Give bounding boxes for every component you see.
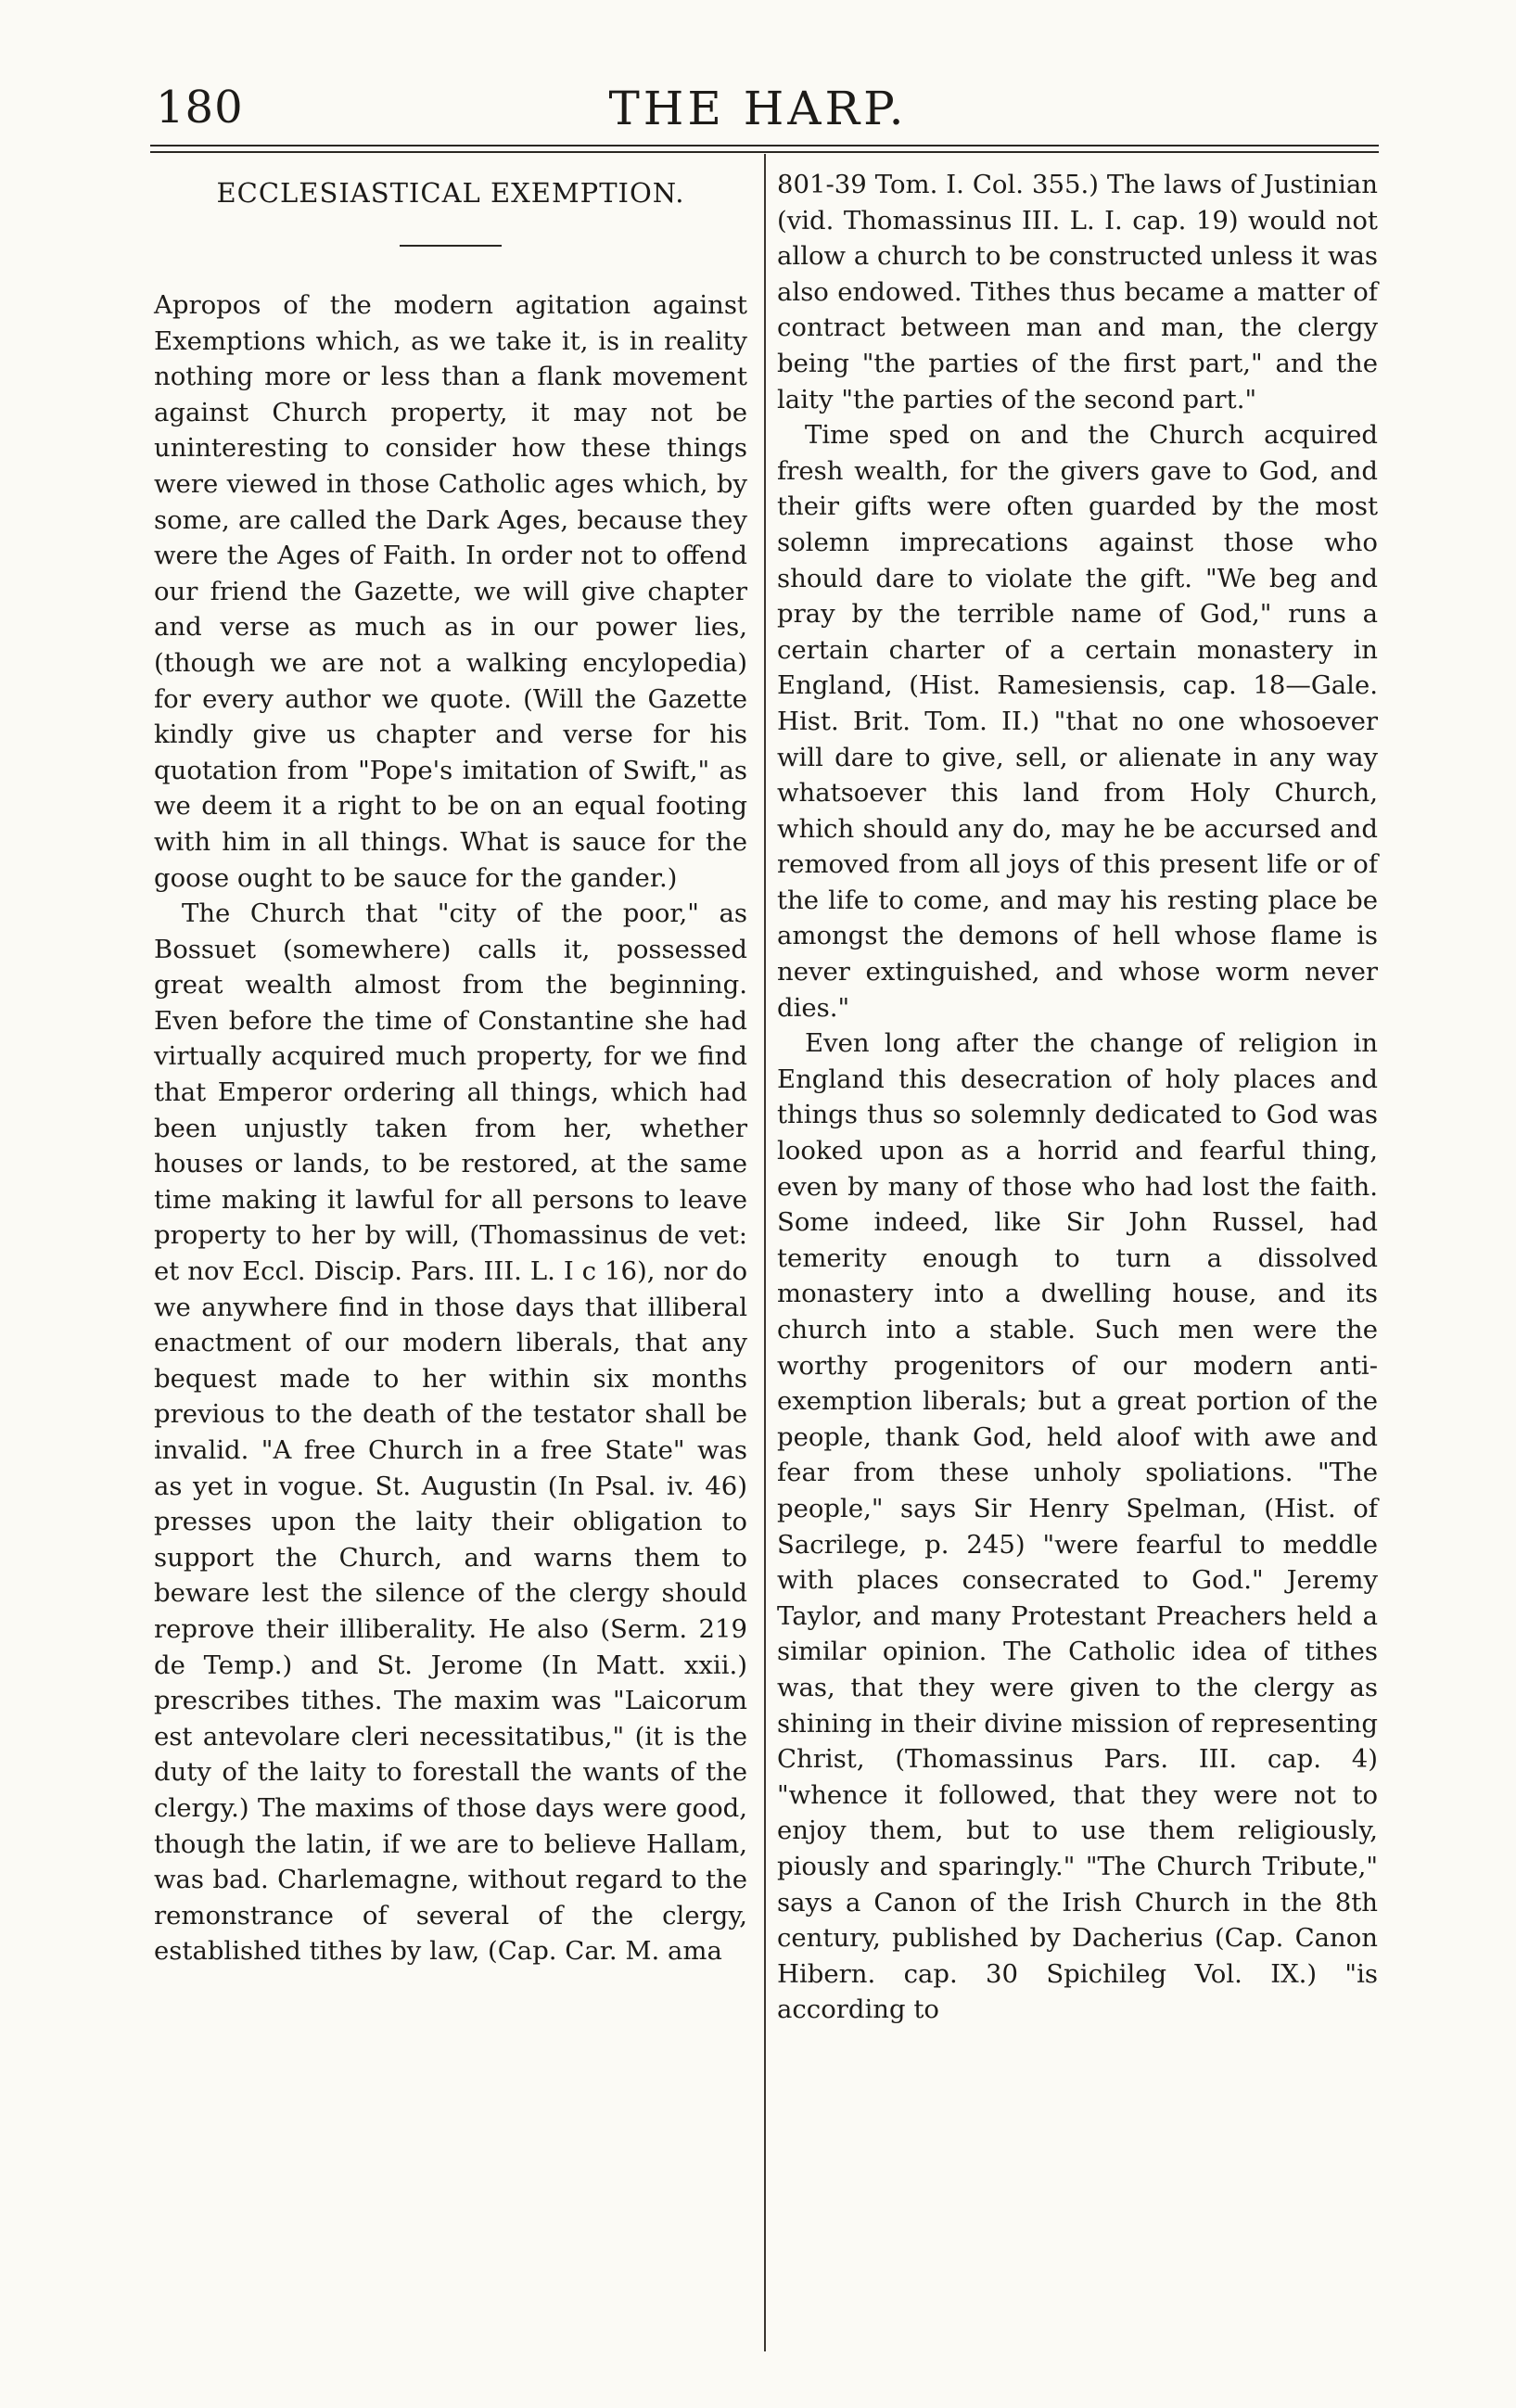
right-column [777, 167, 1378, 2028]
title-rule [400, 245, 502, 247]
header-rule-bottom [150, 151, 1379, 153]
paragraph-right-1: 801-39 Tom. I. Col. 355.) The laws of Justinian (vid. Thomassinus III. L. I. cap. 19) would not allow a church to be constructed unless it was also endowed. Tithes thus became a matter of contract between man and man, the clergy being "the parties of the first part," and the laity "the parties of the second part." [777, 170, 1378, 414]
running-title: THE HARP. [608, 82, 908, 135]
column-divider [764, 154, 766, 2351]
left-column [154, 167, 747, 1969]
paragraph-left-2: The Church that "city of the poor," as Bossuet (somewhere) calls it, possessed great wealth almost from the beginning. Even before the time of Constantine she had virtually acquired much property, for we find that Emperor ordering all things, which had been unjustly taken from her, whether houses or lands, to be restored, at the same time making it lawful for all persons to leave property to her by will, (Thomassinus de vet: et nov Eccl. Discip. Pars. III. L. I c 16), nor do we anywhere find in those days that illiberal enactment of our modern liberals, that any bequest made to her within six months previous to the death of the testator shall be invalid. "A free Church in a free State" was as yet in vogue. St. Augustin (In Psal. iv. 46) presses upon the laity their obligation to support the Church, and warns them to beware lest the silence of the clergy should reprove their illiberality. He also (Serm. 219 de Temp.) and St. Jerome (In Matt. xxii.) prescribes tithes. The maxim was "Laicorum est antevolare cleri necessitatibus," (it is the duty of the laity to forestall the wants of the clergy.) The maxims of those days were good, though the latin, if we are to believe Hallam, was bad. Charlemagne, without regard to the remonstrance of several of the clergy, established tithes by law, (Cap. Car. M. ama [154, 898, 747, 1967]
paragraph-right-3: Even long after the change of religion in England this desecration of holy places and things thus so solemnly dedicated to God was looked upon as a horrid and fearful thing, even by many of those who had lost the faith. Some indeed, like Sir John Russel, had temerity enough to turn a dissolved monastery into a dwelling house, and its church into a stable. Such men were the worthy progenitors of our modern anti-exemption liberals; but a great portion of the people, thank God, held aloof with awe and fear from these unholy spoliations. "The people," says Sir Henry Spelman, (Hist. of Sacrilege, p. 245) "were fearful to meddle with places consecrated to God." Jeremy Taylor, and many Protestant Preachers held a similar opinion. The Catholic idea of tithes was, that they were given to the clergy as shining in their divine mission of representing Christ, (Thomassinus Pars. III. cap. 4) "whence it followed, that they were not to enjoy them, but to use them religiously, piously and sparingly." "The Church Tribute," says a Canon of the Irish Church in the 8th century, published by Dacherius (Cap. Canon Hibern. cap. 30 Spichileg Vol. IX.) "is according to [777, 1028, 1378, 2025]
page-number: 180 [156, 82, 244, 134]
paragraph-left-1: Apropos of the modern agitation against Exemptions which, as we take it, is in reality nothing more or less than a flank movement against Church property, it may not be uninteresting to consider how these things were viewed in those Catholic ages which, by some, are called the Dark Ages, because they were the Ages of Faith. In order not to offend our friend the Gazette, we will give chapter and verse as much as in our power lies, (though we are not a walking encylopedia) for every author we quote. (Will the Gazette kindly give us chapter and verse for his quotation from "Pope's imitation of Swift," as we deem it a right to be on an equal footing with him in all things. What is sauce for the goose ought to be sauce for the gander.) [154, 290, 747, 893]
paragraph-right-2: Time sped on and the Church acquired fresh wealth, for the givers gave to God, and their gifts were often guarded by the most solemn imprecations against those who should dare to violate the gift. "We beg and pray by the terrible name of God," runs a certain charter of a certain monastery in England, (Hist. Ramesiensis, cap. 18—Gale. Hist. Brit. Tom. II.) "that no one whosoever will dare to give, sell, or alienate in any way whatsoever this land from Holy Church, which should any do, may he be accursed and removed from all joys of this present life or of the life to come, and may his resting place be amongst the demons of hell whose flame is never extinguished, and whose worm never dies." [777, 420, 1378, 1023]
article-title: ECCLESIASTICAL EXEMPTION. [216, 177, 685, 209]
header-rule-top [150, 145, 1379, 147]
